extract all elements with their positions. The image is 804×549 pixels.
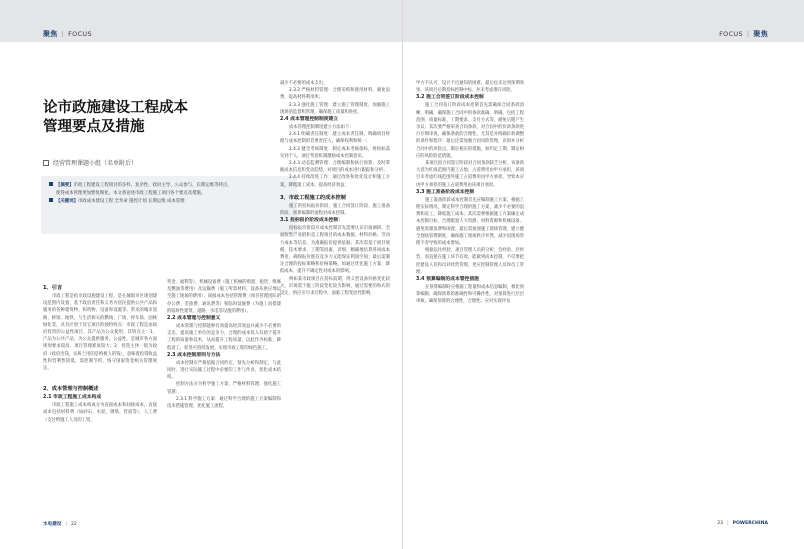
paragraph: 2.3.2 严格材料管理：合理采购和使用材料，避免浪费，提高材料利用率； xyxy=(280,88,390,101)
subsection-heading: 2.3 成本控制原则与方法 xyxy=(167,352,221,358)
section-heading: 3、市政工程施工的成本控制 xyxy=(280,194,346,201)
paragraph: 例如某市政项目在投标前期，得义型设备价格变化较大，市场需于施工阶段变化较为影响，通过需要的和式的设定，供应应尽求过程中，面临工程变动性影响， xyxy=(280,276,390,297)
text-column-2 xyxy=(167,279,281,410)
text-column-1 xyxy=(43,279,157,424)
footer-separator: | xyxy=(727,521,729,526)
abstract-line xyxy=(49,182,289,190)
paragraph: 2.3.1 科学施工方案：通过科学合理的施工方案编制和技术措施管理，优化施工流程， xyxy=(167,396,281,410)
title-line-1: 论市政施建设工程成本 xyxy=(43,100,188,116)
abstract-text: 市政工程建设工程项目的多样、复杂性、政府主导、公众参与、长期运维等特点， xyxy=(73,183,232,188)
paragraph: 2.4.3 动态监测管理：合理编制和执行预算，及时掌握成本信息和变动趋势，对项目的成本进行跟踪和分析； xyxy=(280,161,390,174)
text-column-4 xyxy=(416,80,524,306)
paragraph: 2.3.3 强化施工管理：建立施工管理制度，加强施工现场的监督和管理，确保施工质量和进度。 xyxy=(280,102,390,115)
subsection-heading: 2.2 成本管理与控制意义 xyxy=(167,316,221,322)
paragraph: 某项目因合同签订阶段对合同条款缺乏分析，该条款大意为红线范围内施工占地，占道费用由甲方承担，该项目未考虑红线范围外施工占道费用由甲方承担，导致本应由甲方承担的施工占道费用由该项目承担。 xyxy=(416,161,524,188)
header-band-left xyxy=(0,0,402,42)
page-number: 23 xyxy=(717,521,724,526)
section-separator: | xyxy=(746,30,750,38)
paragraph: 施工合同签订阶段成本控制首先需确保合同条款清晰、明确，确保施工合同中的条款准确、明确，包括工程范围、质量标准、工期要求、支付方式等，避免后期产生争议；其次要严格审查合同条款，对合同中的价款条款进行仔细审查，确保条款的合理性，尤其是并明确价款调整的条件和程序；最后还需加强合同风险管理，识别并分析合同中的风险点，制定相应的措施，如约定工期、制定相应的风险防范措施。 xyxy=(416,103,524,159)
section-label: 聚焦 xyxy=(43,30,58,38)
footer-separator: | xyxy=(65,522,67,527)
keywords-text: 市政成本建设工程 全寿命 施控计划 长期运维 成本管理 xyxy=(77,199,185,204)
bullet-icon xyxy=(49,182,53,186)
paragraph: 成本管理与控制能够有效提高经济效益并减少不必要的支出，提高施工单位的竞争力，合理的成本投入有助于提升工程的质量和技术，从而提升工程质量，以此作为标准，降低返工，促进可持续发展，实现市政工程的绿色施工。 xyxy=(167,324,281,351)
paragraph: 减少不必要的成本支出； xyxy=(280,81,328,86)
article-title xyxy=(43,99,263,137)
paragraph: 市政工程施工成本构成分为直接成本和间接成本，直接成本包括材料费（如砂石、水泥、钢筋、管道等）、人工费（支付给施工人员的工资， xyxy=(43,403,157,423)
subsection-heading: 3.3 施工准备阶段成本控制 xyxy=(416,189,475,195)
bullet-icon xyxy=(49,198,53,202)
author-checkbox-icon xyxy=(43,160,49,166)
abstract-label: 【摘要】 xyxy=(56,183,74,188)
header-section-right xyxy=(719,29,768,39)
section-separator: | xyxy=(61,30,65,38)
paragraph: 奖金、福利等）、机械设备费（施工机械的购置、租赁、维修及燃油等费用）及运输费（施工所需材料、设备从供应地运至施工现场的费用）；间接成本包括管理费（项目管理团队的办公费、差旅费、通讯费等）和临时设施费（为施工而搭建的临时性建筑、道路、水电等设施的费用）。 xyxy=(167,280,281,314)
paragraph: 根据以往经验，项目管理人员的分析、会经验、层经营，而直接在施工环节有效，能做到成本控制，不仅要把控建设人员和员对经营管理，更应控制管理人员和员工管理。 xyxy=(416,248,524,275)
paragraph: 控制方法分为科学施工方案、严格材料管理、强化施工管理： xyxy=(167,382,281,395)
header-section-left xyxy=(43,29,92,39)
header-band-right xyxy=(402,0,804,42)
subsection-heading: 3.4 预算编制的成本管控措施 xyxy=(416,277,479,283)
author-name: 经营管理课题小组（名单附后） xyxy=(53,160,138,167)
abstract-text: 使得成本管理更加繁复细化，本文将论述市政工程施工项目各个要点及措施。 xyxy=(56,191,206,196)
subsection-heading: 3.2 施工合同签订阶段成本控制 xyxy=(416,95,484,101)
paragraph: 2.4.1 明确责任制度：建立成本责任制，明确项目经理与成本控制的首要责任人，确保权利和统一； xyxy=(280,132,390,145)
section-heading: 1、引言 xyxy=(43,285,63,291)
section-label-en: FOCUS xyxy=(719,30,743,38)
page-number: 22 xyxy=(70,522,77,527)
abstract-box xyxy=(41,176,297,234)
keywords-label: 【关键词】 xyxy=(56,199,78,204)
title-line-2: 管理要点及措施 xyxy=(43,119,145,135)
paragraph: 施工的投标报价阶段、施工合同签订阶段、施工准备阶段、预算编制的流程对成本控制。 xyxy=(280,203,390,217)
keywords-line xyxy=(49,198,289,206)
page-spine xyxy=(402,0,403,549)
author-line xyxy=(43,158,137,167)
paragraph: 施工准备阶段成本控制首先应编制施工方案，根据工程实际情况，制定科学合理的施工方案，减少不必要的浪费和返工，降低施工成本；其次需要根据施工方案确定成本控制目标，合理配置人力资源、材料资源和机械设备，避免资源浪费和闲置；最后需加强施工现场管理，建立健全现场管理制度，确保施工现场秩序井然，减少因现场管理不善导致的成本增加。 xyxy=(416,197,524,247)
subsection-heading: 2.1 市政工程施工成本构成 xyxy=(43,395,102,401)
footer-brand: POWERCHINA xyxy=(732,521,768,526)
paragraph: 在预算编制时应根据工程量和成本信息编制，相比预算编制，确保预算的准确性和可操作性，对预算进行层层审核，确保预算的合理性，合理性。应对实现评估 xyxy=(416,285,524,305)
section-label: 聚焦 xyxy=(753,30,768,38)
abstract-line xyxy=(49,190,289,198)
paragraph: 2.4.4 持续改进工作：通过改进和优化设计和施工方案，降低施工成本，提高经济效益； xyxy=(280,175,390,188)
paragraph: 投标报价阶段应成本控制首先需要认识市场调研，全面收集产业链和竞工程项目的成本数据、材料价格、劳动力成本等信息，为准确报价提供依据；其次需基于项目规模、技术要求、工期等因素，详细、精确地估算各项成本费用，确保报价既有竞争力又能保证利润空间；最后需制定合理的投标策略和价格策略，如通过优化施工方案、降低成本，提升不确定性对成本的影响。 xyxy=(280,226,390,275)
section-heading: 2、成本管理与控制概述 xyxy=(43,386,99,393)
text-column-3 xyxy=(280,80,390,297)
subsection-heading: 3.1 投标报价阶段成本控制： xyxy=(280,218,343,224)
section-label-en: FOCUS xyxy=(68,30,92,38)
footer-brand: 水电建设 xyxy=(43,522,62,527)
footer-left xyxy=(43,521,77,527)
paragraph: 成本管理控制制度建立方法如下： xyxy=(289,125,354,131)
paragraph: 市政工程是指市政设施建设工程，是在城镇市区现划建设范围内设置、基于政府责任和义务为居民提供公共产品和服务的各种建筑物、构筑物、设备和设施等。常见的城市道路、桥梁、地铁、与生活相关的燃线、广场、停车场、园林绿化等，具有区别于其它项目的独特特点：市政工程是由政府投资的公益性项目，其产品为公众使用，其特点主：1、产品为公共产品，为公众提供服务。公益性，是城市各方面规划要求较高，项目管理难度较大；2、投资主体一般为政府（政府出钱，实质上用的是纳税人的钱），意味着投资收益性和营利性较低，需控制节约，恪守国家资金相关管理规定。 xyxy=(43,294,157,372)
subsection-heading: 2.4 成本管理控制制度建立 xyxy=(280,117,339,123)
footer-right xyxy=(717,521,768,526)
paragraph: 成本控制应严格依据合同约定，预先分析和制定，与此同时，进行实际施工过程中必要的工作与作业，优化成本结构。 xyxy=(167,360,281,381)
paragraph: 2.4.2 健全考核制度：制定成本考核指标，将指标落实到个人，通过奖惩机制激励成本控制意识； xyxy=(280,146,390,159)
paragraph: 甲方不认可，设计不出通知的困难，最后也未达到预期效果，该项目后期投标控制中标，并未考虑潜在风险。 xyxy=(416,81,524,94)
